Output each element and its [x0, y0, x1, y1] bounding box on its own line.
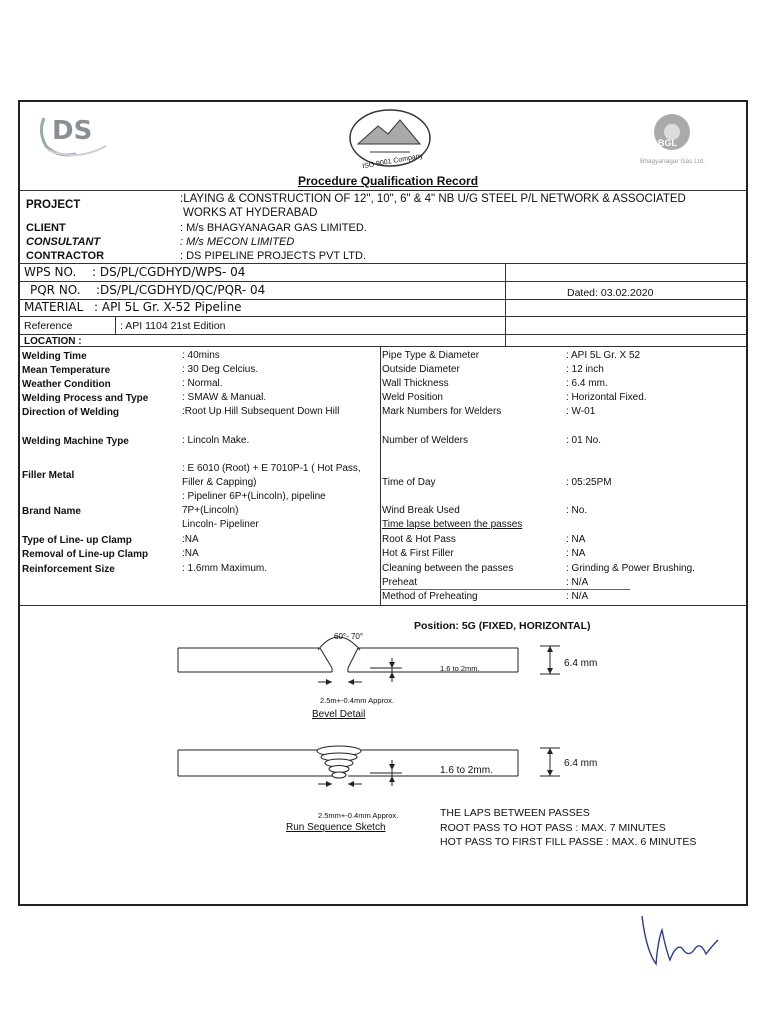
laps-line-1: ROOT PASS TO HOT PASS : MAX. 7 MINUTES	[440, 822, 666, 834]
bgl-caption: Bhagyanagar Gas Ltd.	[640, 158, 706, 165]
weld-position-value: : Horizontal Fixed.	[566, 392, 647, 403]
consultant-value: : M/s MECON LIMITED	[180, 236, 295, 248]
signature	[636, 910, 726, 970]
process-label: Welding Process and Type	[22, 393, 149, 404]
brand-name-value-1: : Pipeliner 6P+(Lincoln), pipeline	[182, 491, 326, 502]
pqr-value: :DS/PL/CGDHYD/QC/PQR- 04	[96, 283, 266, 297]
filler-metal-value-1: : E 6010 (Root) + E 7010P-1 ( Hot Pass,	[182, 463, 361, 474]
preheat-label: Preheat	[382, 577, 418, 588]
project-value-line1: :LAYING & CONSTRUCTION OF 12", 10", 6" & 4" NB U/G STEEL P/L NETWORK & ASSOCIATED	[180, 193, 686, 205]
cleaning-label: Cleaning between the passes	[382, 563, 514, 574]
root-hot-pass-label: Root & Hot Pass	[382, 534, 456, 545]
bevel-detail-caption: Bevel Detail	[312, 709, 366, 720]
bevel-root-face: 2.5m+-0.4mm Approx.	[320, 696, 394, 705]
location-label: LOCATION :	[24, 336, 82, 347]
dated: Dated: 03.02.2020	[567, 287, 654, 299]
brand-name-value-2: 7P+(Lincoln)	[182, 505, 239, 516]
weather-label: Weather Condition	[22, 379, 111, 390]
wind-break-label: Wind Break Used	[382, 505, 460, 516]
ds-logo: DS	[36, 110, 116, 160]
pipe-type-value: : API 5L Gr. X 52	[566, 350, 641, 361]
bgl-logo-text: BGL	[658, 138, 677, 148]
removal-clamp-value: :NA	[182, 548, 199, 559]
wps-value: : DS/PL/CGDHYD/WPS- 04	[92, 265, 246, 279]
number-of-welders-value: : 01 No.	[566, 435, 602, 446]
run-sequence-sketch	[170, 740, 590, 810]
filler-metal-value-2: Filler & Capping)	[182, 477, 257, 488]
contractor-value: : DS PIPELINE PROJECTS PVT LTD.	[180, 250, 367, 262]
laps-line-2: HOT PASS TO FIRST FILL PASSE : MAX. 6 MINUTES	[440, 836, 697, 848]
pipe-type-label: Pipe Type & Diameter	[382, 350, 480, 361]
wps-label: WPS NO.	[24, 265, 77, 279]
removal-clamp-label: Removal of Line-up Clamp	[22, 549, 149, 560]
reinforcement-value: : 1.6mm Maximum.	[182, 563, 268, 574]
lineup-clamp-value: :NA	[182, 534, 199, 545]
hot-first-filler-value: : NA	[566, 548, 586, 559]
material-value: : API 5L Gr. X-52 Pipeline	[94, 300, 242, 314]
brand-name-value-3: Lincoln- Pipeliner	[182, 519, 259, 530]
outside-diameter-label: Outside Diameter	[382, 364, 460, 375]
time-of-day-label: Time of Day	[382, 477, 436, 488]
root-hot-pass-value: : NA	[566, 534, 586, 545]
direction-value: :Root Up Hill Subsequent Down Hill	[182, 406, 340, 417]
laps-title: THE LAPS BETWEEN PASSES	[440, 807, 590, 819]
number-of-welders-label: Number of Welders	[382, 435, 468, 446]
run-sequence-caption: Run Sequence Sketch	[286, 822, 386, 833]
position-label: Position: 5G (FIXED, HORIZONTAL)	[414, 620, 591, 632]
wall-thickness-value: : 6.4 mm.	[566, 378, 608, 389]
direction-label: Direction of Welding	[22, 407, 120, 418]
bevel-angle: 60°- 70°	[334, 632, 364, 641]
welding-time-label: Welding Time	[22, 351, 87, 362]
machine-type-label: Welding Machine Type	[22, 436, 129, 447]
project-value-line2: WORKS AT HYDERABAD	[183, 207, 318, 219]
preheat-method-value: : N/A	[566, 591, 589, 602]
weld-position-label: Weld Position	[382, 392, 443, 403]
time-of-day-value: : 05:25PM	[566, 477, 612, 488]
project-label: PROJECT	[26, 199, 81, 211]
preheat-value: : N/A	[566, 577, 589, 588]
mark-numbers-label: Mark Numbers for Welders	[382, 406, 502, 417]
client-value: : M/s BHAGYANAGAR GAS LIMITED.	[180, 222, 367, 234]
weather-value: : Normal.	[182, 378, 223, 389]
mark-numbers-value: : W-01	[566, 406, 596, 417]
bevel-gap: 1.6 to 2mm.	[440, 664, 480, 673]
contractor-label: CONTRACTOR	[26, 250, 105, 262]
machine-type-value: : Lincoln Make.	[182, 435, 250, 446]
bevel-thickness: 6.4 mm	[564, 658, 598, 669]
reference-value: : API 1104 21st Edition	[120, 320, 226, 332]
reference-label: Reference	[24, 320, 73, 332]
run-root-face: 2.5mm+-0.4mm Approx.	[318, 811, 399, 820]
reinforcement-label: Reinforcement Size	[22, 564, 115, 575]
consultant-label: CONSULTANT	[26, 236, 101, 248]
run-thickness: 6.4 mm	[564, 758, 598, 769]
wall-thickness-label: Wall Thickness	[382, 378, 449, 389]
lineup-clamp-label: Type of Line- up Clamp	[22, 535, 132, 546]
iso-company-logo	[344, 108, 436, 174]
filler-metal-label: Filler Metal	[22, 470, 75, 481]
welding-time-value: : 40mins	[182, 350, 220, 361]
process-value: : SMAW & Manual.	[182, 392, 267, 403]
preheat-method-label: Method of Preheating	[382, 591, 478, 602]
run-gap: 1.6 to 2mm.	[440, 765, 493, 776]
cleaning-value: : Grinding & Power Brushing.	[566, 563, 695, 574]
time-lapse-label: Time lapse between the passes	[382, 519, 523, 530]
page-title: Procedure Qualification Record	[298, 174, 479, 188]
bgl-logo	[640, 110, 740, 170]
iso-logo-text: ISO 9001 Company	[361, 152, 424, 171]
pqr-label: PQR NO.	[30, 283, 81, 297]
brand-name-label: Brand Name	[22, 506, 81, 517]
client-label: CLIENT	[26, 222, 66, 234]
outside-diameter-value: : 12 inch	[566, 364, 604, 375]
mean-temperature-value: : 30 Deg Celcius.	[182, 364, 259, 375]
hot-first-filler-label: Hot & First Filler	[382, 548, 454, 559]
wind-break-value: : No.	[566, 505, 588, 516]
mean-temperature-label: Mean Temperature	[22, 365, 111, 376]
material-label: MATERIAL	[24, 300, 84, 314]
